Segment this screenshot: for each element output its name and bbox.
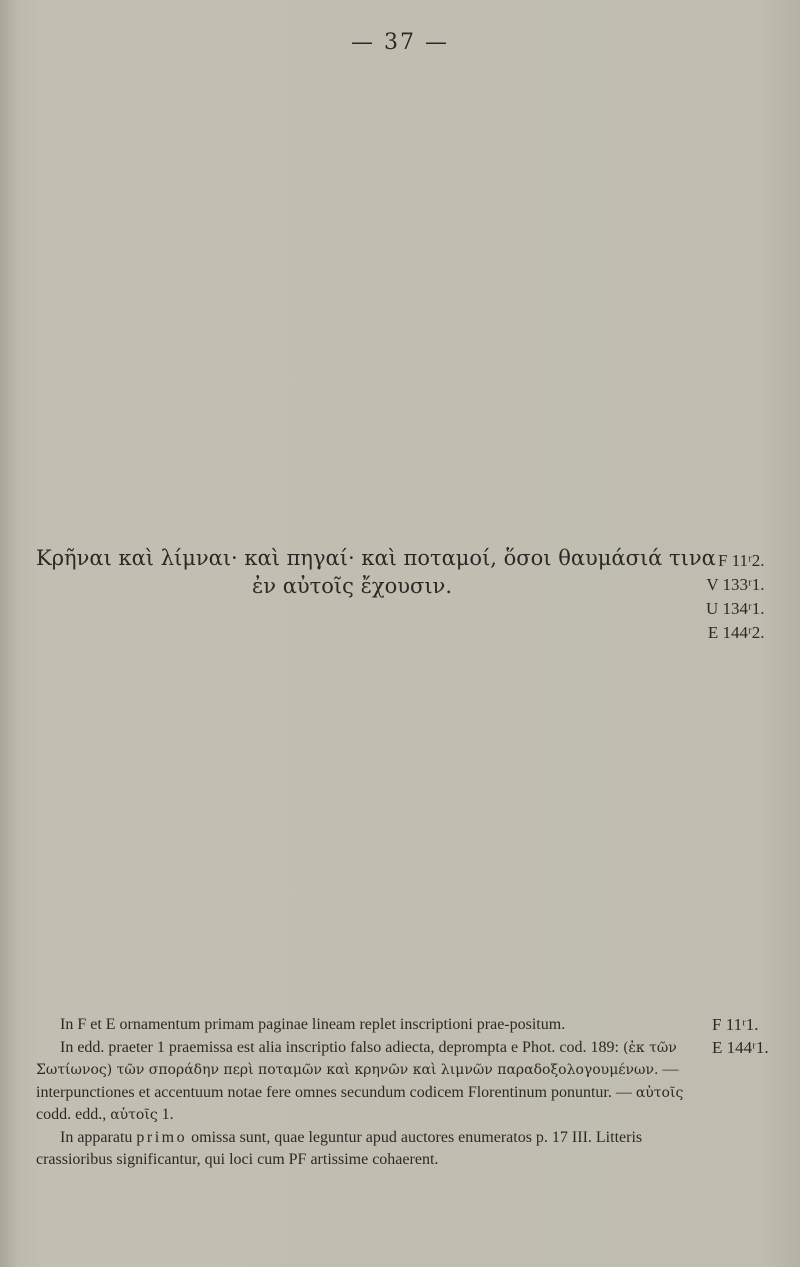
note-greek: αὑτοῖς <box>110 1107 158 1123</box>
section-title <box>36 546 726 598</box>
siglum: F 11ʳ1. <box>712 1015 759 1034</box>
critical-notes <box>36 1014 711 1172</box>
notes-sigla <box>712 1014 769 1059</box>
note-paragraph <box>36 1127 711 1172</box>
note-greek: αὐτοῖς <box>635 1084 684 1101</box>
siglum: F 11ʳ2. <box>717 551 765 570</box>
note-paragraph <box>36 1037 711 1127</box>
note-text: omissa sunt, quae leguntur apud auctores enumeratos p. 17 III. Litteris crassioribus significantur, qui loci cum PF artissime cohaerent. <box>36 1128 643 1168</box>
note-text: In apparatu <box>60 1128 137 1146</box>
page-number: — 37 — <box>351 30 449 55</box>
note-text: In edd. praeter 1 praemissa est alia inscriptio falso adiecta, deprompta e Phot. cod. 189: <box>60 1038 623 1056</box>
title-line-1: Κρῆναι καὶ λίμναι· καὶ πηγαί· καὶ ποταμοί, ὅσοι θαυμάσιά τινα <box>36 546 716 570</box>
note-paragraph: In F et E ornamentum primam paginae lineam replet inscriptioni prae-positum. <box>60 1016 566 1033</box>
siglum: E 144ʳ2. <box>707 623 765 642</box>
note-text: — interpunctiones et accentuum notae fere omnes secundum codicem Florentinum ponuntur. — <box>36 1061 679 1101</box>
siglum: V 133ʳ1. <box>706 575 765 594</box>
siglum: E 144ʳ1. <box>712 1037 769 1057</box>
note-emphasis: primo <box>136 1128 188 1146</box>
note-greek: (ἐκ τῶν Σωτίωνος) τῶν σποράδην περὶ ποταμῶν καὶ κρηνῶν καὶ λιμνῶν παραδοξολογουμένων. <box>36 1039 677 1078</box>
note-text: 1. <box>157 1106 174 1123</box>
title-line-2: ἐν αὐτοῖς ἔχουσιν. <box>252 574 453 598</box>
siglum: U 134ʳ1. <box>706 599 765 618</box>
note-text: codd. edd., <box>36 1106 111 1123</box>
title-sigla <box>706 549 764 645</box>
